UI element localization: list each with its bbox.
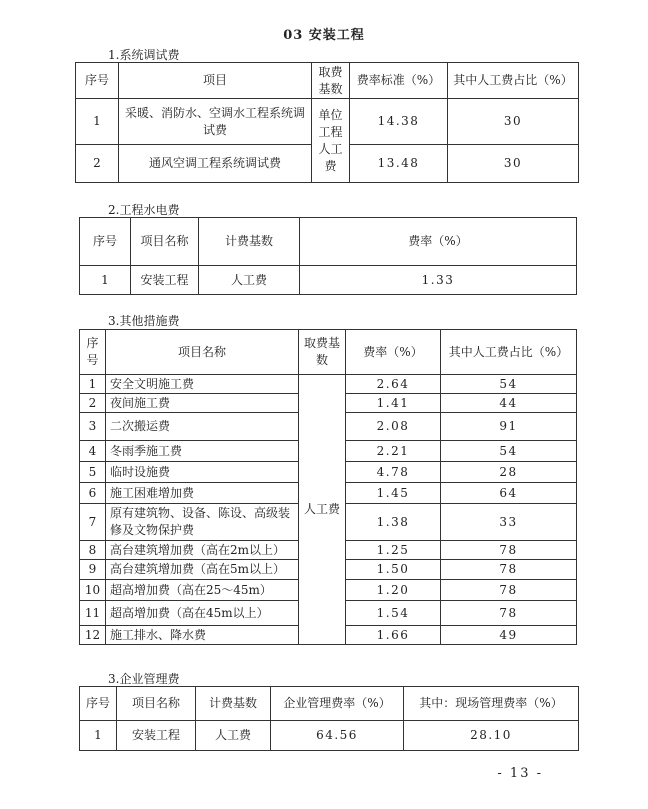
basis-cell: 单位工程人工费 [312, 99, 350, 183]
row-labor-share: 91 [441, 413, 577, 441]
row-no: 1 [80, 266, 131, 295]
row-rate: 2.64 [346, 375, 441, 394]
row-rate: 1.25 [346, 541, 441, 560]
row-labor-share: 44 [441, 394, 577, 413]
row-rate: 1.41 [346, 394, 441, 413]
row-no: 7 [80, 504, 106, 541]
water-electricity-fee-table [79, 217, 577, 295]
row-item: 施工排水、降水费 [106, 626, 299, 645]
header-basis: 取费基数 [299, 330, 346, 375]
header-no: 序号 [80, 218, 131, 266]
row-labor-share: 30 [448, 99, 579, 145]
row-labor-share: 78 [441, 541, 577, 560]
system-debug-fee-table [75, 62, 579, 183]
header-basis: 计费基数 [199, 218, 300, 266]
header-labor-share: 其中人工费占比（%） [448, 63, 579, 99]
section-2-label: 2.工程水电费 [108, 203, 180, 217]
section-3-label: 3.其他措施费 [108, 314, 180, 328]
row-item: 安全文明施工费 [106, 375, 299, 394]
header-rate: 费率（%） [300, 218, 577, 266]
row-rate: 1.66 [346, 626, 441, 645]
row-labor-share: 28 [441, 462, 577, 483]
row-no: 5 [80, 462, 106, 483]
row-rate: 2.08 [346, 413, 441, 441]
row-rate: 1.33 [300, 266, 577, 295]
row-labor-share: 49 [441, 626, 577, 645]
row-basis: 人工费 [196, 721, 271, 751]
row-item: 高台建筑增加费（高在2m以上） [106, 541, 299, 560]
page-number: - 13 - [497, 766, 543, 781]
row-item: 高台建筑增加费（高在5m以上） [106, 560, 299, 580]
header-item: 项目 [119, 63, 312, 99]
row-labor-share: 33 [441, 504, 577, 541]
row-no: 1 [80, 375, 106, 394]
row-rate: 13.48 [350, 145, 448, 183]
other-measures-fee-table [79, 329, 577, 645]
row-rate: 1.38 [346, 504, 441, 541]
row-labor-share: 64 [441, 483, 577, 504]
row-no: 12 [80, 626, 106, 645]
row-rate: 14.38 [350, 99, 448, 145]
row-item: 施工困难增加费 [106, 483, 299, 504]
row-site-management-rate: 28.10 [404, 721, 579, 751]
header-rate: 费率标准（%） [350, 63, 448, 99]
header-item-name: 项目名称 [117, 687, 196, 721]
row-no: 8 [80, 541, 106, 560]
header-no: 序号 [80, 687, 117, 721]
row-labor-share: 30 [448, 145, 579, 183]
row-no: 1 [76, 99, 119, 145]
row-labor-share: 78 [441, 601, 577, 626]
header-basis: 计费基数 [196, 687, 271, 721]
header-management-rate: 企业管理费率（%） [271, 687, 404, 721]
basis-cell: 人工费 [299, 375, 346, 645]
row-no: 10 [80, 580, 106, 601]
row-item: 原有建筑物、设备、陈设、高级装修及文物保护费 [106, 504, 299, 541]
row-rate: 1.54 [346, 601, 441, 626]
row-no: 2 [80, 394, 106, 413]
row-no: 9 [80, 560, 106, 580]
row-item: 夜间施工费 [106, 394, 299, 413]
row-item: 二次搬运费 [106, 413, 299, 441]
enterprise-management-fee-table [79, 686, 579, 751]
row-item: 超高增加费（高在25～45m） [106, 580, 299, 601]
row-item: 超高增加费（高在45m以上） [106, 601, 299, 626]
row-item: 临时设施费 [106, 462, 299, 483]
row-labor-share: 54 [441, 441, 577, 462]
row-rate: 1.20 [346, 580, 441, 601]
row-labor-share: 54 [441, 375, 577, 394]
row-no: 2 [76, 145, 119, 183]
header-basis: 取费基数 [312, 63, 350, 99]
row-management-rate: 64.56 [271, 721, 404, 751]
header-no: 序号 [80, 330, 106, 375]
row-rate: 2.21 [346, 441, 441, 462]
section-4-label: 3.企业管理费 [108, 672, 180, 686]
row-item: 采暖、消防水、空调水工程系统调试费 [119, 99, 312, 145]
row-labor-share: 78 [441, 580, 577, 601]
row-rate: 4.78 [346, 462, 441, 483]
row-item: 冬雨季施工费 [106, 441, 299, 462]
row-item: 通风空调工程系统调试费 [119, 145, 312, 183]
section-1-label: 1.系统调试费 [108, 48, 180, 62]
row-rate: 1.50 [346, 560, 441, 580]
header-item-name: 项目名称 [131, 218, 199, 266]
row-basis: 人工费 [199, 266, 300, 295]
row-item: 安装工程 [117, 721, 196, 751]
row-no: 3 [80, 413, 106, 441]
row-labor-share: 78 [441, 560, 577, 580]
header-rate: 费率（%） [346, 330, 441, 375]
header-site-management-rate: 其中：现场管理费率（%） [404, 687, 579, 721]
row-item: 安装工程 [131, 266, 199, 295]
row-no: 4 [80, 441, 106, 462]
page-title: 03 安装工程 [283, 28, 365, 43]
row-no: 6 [80, 483, 106, 504]
header-no: 序号 [76, 63, 119, 99]
header-item-name: 项目名称 [106, 330, 299, 375]
row-no: 11 [80, 601, 106, 626]
row-rate: 1.45 [346, 483, 441, 504]
row-no: 1 [80, 721, 117, 751]
header-labor-share: 其中人工费占比（%） [441, 330, 577, 375]
